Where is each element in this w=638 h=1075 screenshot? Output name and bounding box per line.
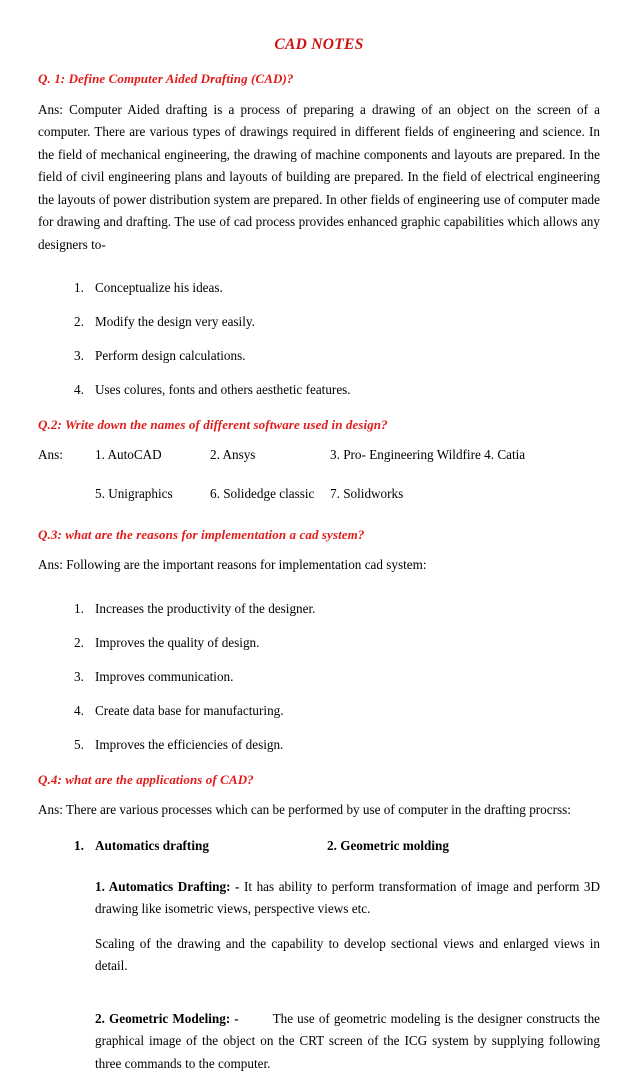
question-2-heading: Q.2: Write down the names of different software used in design? xyxy=(38,417,388,433)
question-4-applications-row xyxy=(38,822,600,862)
list-marker: 4. xyxy=(74,382,84,398)
question-3-answer: Ans: Following are the important reasons for implementation cad system: xyxy=(38,557,427,573)
list-item-text: Uses colures, fonts and others aesthetic features. xyxy=(95,382,351,398)
list-item-text: Increases the productivity of the designer. xyxy=(95,600,316,616)
list-item xyxy=(38,633,600,653)
question-4-heading: Q.4: what are the applications of CAD? xyxy=(38,771,254,787)
automatics-drafting-paragraph xyxy=(95,862,600,921)
question-4-answer: Ans: There are various processes which can be performed by use of computer in the drafting procrss: xyxy=(38,802,571,818)
question-1-heading: Q. 1: Define Computer Aided Drafting (CAD)? xyxy=(38,71,294,86)
geometric-modeling-paragraph xyxy=(95,978,600,1075)
list-item xyxy=(38,312,600,332)
list-item-text: Create data base for manufacturing. xyxy=(95,702,284,718)
list-item-text: Improves communication. xyxy=(95,668,234,684)
question-3-heading: Q.3: what are the reasons for implementation a cad system? xyxy=(38,526,365,542)
list-marker: 1. xyxy=(74,600,84,616)
page-title: CAD NOTES xyxy=(274,36,364,53)
list-marker: 4. xyxy=(74,702,84,718)
list-marker: 2. xyxy=(74,314,84,330)
list-item-text: Perform design calculations. xyxy=(95,348,246,364)
software-row xyxy=(38,484,600,510)
list-item-text: Modify the design very easily. xyxy=(95,314,255,330)
geometric-modeling-text: The use of geometric modeling is the designer constructs the graphical image of the object on the CRT screen of the ICG system by supplying following three commands to the computer. xyxy=(95,1010,601,1071)
software-item: 6. Solidedge classic xyxy=(210,485,315,501)
answer-label: Ans: xyxy=(38,446,63,462)
automatics-drafting-label: 1. Automatics Drafting: - xyxy=(95,878,240,894)
software-item: 5. Unigraphics xyxy=(95,485,173,501)
question-1-list xyxy=(38,256,600,400)
scaling-paragraph: Scaling of the drawing and the capability to develop sectional views and enlarged views in detail. xyxy=(95,935,600,974)
question-2-software-table xyxy=(38,433,600,510)
list-item-text: Improves the quality of design. xyxy=(95,634,260,650)
list-marker: 1. xyxy=(74,280,84,296)
list-marker: 2. xyxy=(74,634,84,650)
geometric-modeling-label: 2. Geometric Modeling: - xyxy=(95,1010,239,1026)
application-item: 2. Geometric molding xyxy=(327,837,449,853)
software-item: 1. AutoCAD xyxy=(95,446,162,462)
automatics-drafting-text: It has ability to perform transformation of image and perform 3D drawing like isometric views, perspective views etc. xyxy=(95,878,600,917)
list-marker: 5. xyxy=(74,736,84,752)
software-row xyxy=(38,445,600,471)
question-3-list xyxy=(38,577,600,755)
list-item xyxy=(38,278,600,298)
question-1-answer: Ans: Computer Aided drafting is a process of preparing a drawing of an object on the screen of a computer. There are various types of drawings required in different fields of engineering and science. In the field of mechanical engineering, the drawing of machine components and layouts are prepared. In the field of civil engineering plans and layouts of building are prepared. In the field of electrical engineering the layouts of power distribution system are prepared. In other fields of engineering use of computer made for drawing and drafting. The use of cad process provides enhanced graphic capabilities which allows any designers to- xyxy=(38,101,600,252)
list-marker: 3. xyxy=(74,668,84,684)
list-item xyxy=(38,667,600,687)
list-item xyxy=(38,701,600,721)
application-item: Automatics drafting xyxy=(95,837,209,853)
list-marker: 1. xyxy=(74,837,84,853)
list-item xyxy=(38,735,600,755)
list-item-text: Improves the efficiencies of design. xyxy=(95,736,284,752)
list-item-text: Conceptualize his ideas. xyxy=(95,280,223,296)
list-item xyxy=(38,599,600,619)
list-marker: 3. xyxy=(74,348,84,364)
list-item xyxy=(38,346,600,366)
list-item xyxy=(38,380,600,400)
software-item: 3. Pro- Engineering Wildfire 4. Catia xyxy=(330,446,526,462)
software-item: 7. Solidworks xyxy=(330,485,404,501)
software-item: 2. Ansys xyxy=(210,446,256,462)
